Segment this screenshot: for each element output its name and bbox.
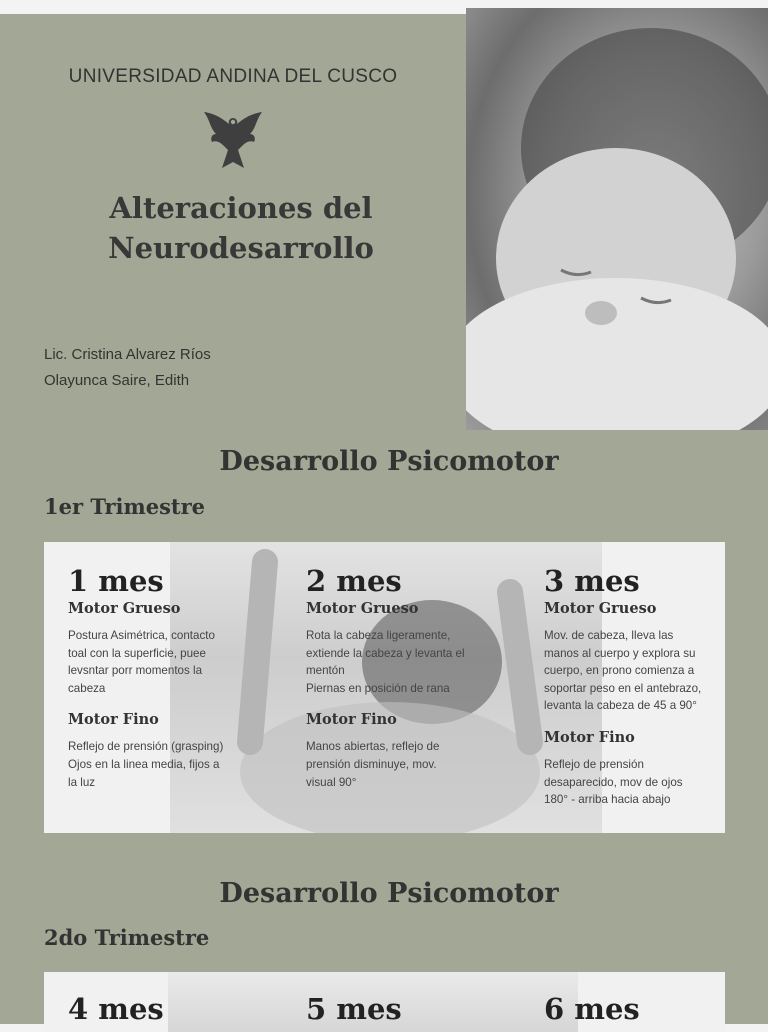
- eagle-icon: [202, 110, 264, 170]
- author-1: Lic. Cristina Alvarez Ríos: [44, 346, 211, 363]
- authors: [44, 342, 211, 394]
- month-1-gross-label: Motor Grueso: [68, 600, 181, 617]
- month-4-column: [68, 972, 228, 1026]
- section-2-title: Desarrollo Psicomotor: [219, 878, 559, 909]
- baby-photo-shapes: [466, 8, 768, 430]
- month-1-column: [68, 542, 228, 791]
- sleeping-baby-photo: [466, 8, 768, 430]
- poster-title: [0, 188, 482, 268]
- month-2-gross-text: Rota la cabeza ligeramente, extiende la cabeza y levanta el mentón Piernas en posición de rana: [306, 629, 465, 695]
- month-1-fine-text: Reflejo de prensión (grasping) Ojos en la linea media, fijos a la luz: [68, 740, 224, 789]
- month-3-fine-text: Reflejo de prensión desaparecido, mov de ojos 180° - arriba hacia abajo: [544, 757, 683, 807]
- month-5-column: [306, 972, 466, 1026]
- university-name: UNIVERSIDAD ANDINA DEL CUSCO: [68, 66, 398, 87]
- month-2-gross-label: Motor Grueso: [306, 600, 419, 617]
- month-2-column: [306, 542, 466, 791]
- month-1-title: 1 mes: [68, 564, 164, 598]
- month-5-title: 5 mes: [306, 992, 402, 1026]
- month-3-title: 3 mes: [544, 564, 640, 598]
- section-2-subtitle: 2do Trimestre: [44, 925, 210, 950]
- month-1-fine-label: Motor Fino: [68, 711, 159, 729]
- month-3-fine-label: Motor Fino: [544, 728, 635, 746]
- title-line-2: Neurodesarrollo: [108, 231, 374, 265]
- section-1-title: Desarrollo Psicomotor: [219, 446, 559, 477]
- section-1-subtitle: 1er Trimestre: [44, 494, 206, 519]
- month-2-title: 2 mes: [306, 564, 402, 598]
- month-6-title: 6 mes: [544, 992, 640, 1026]
- month-3-gross-label: Motor Grueso: [544, 600, 657, 617]
- month-3-gross-text: Mov. de cabeza, lleva las manos al cuerpo y explora su cuerpo, en prono comienza a soportar peso en el antebrazo, levanta la cabeza de 45 a 90°: [544, 629, 702, 713]
- month-4-title: 4 mes: [68, 992, 164, 1026]
- second-trimester-card: [44, 972, 725, 1032]
- month-2-fine-label: Motor Fino: [306, 711, 397, 729]
- title-line-1: Alteraciones del: [109, 191, 373, 225]
- month-1-gross-text: Postura Asimétrica, contacto toal con la superficie, puee levsntar porr momentos la cabeza: [68, 629, 215, 695]
- author-2: Olayunca Saire, Edith: [44, 372, 190, 389]
- month-2-fine-text: Manos abiertas, reflejo de prensión disminuye, mov. visual 90°: [306, 740, 440, 789]
- month-6-column: [544, 972, 704, 1026]
- first-trimester-card: [44, 542, 725, 833]
- month-3-column: [544, 542, 704, 809]
